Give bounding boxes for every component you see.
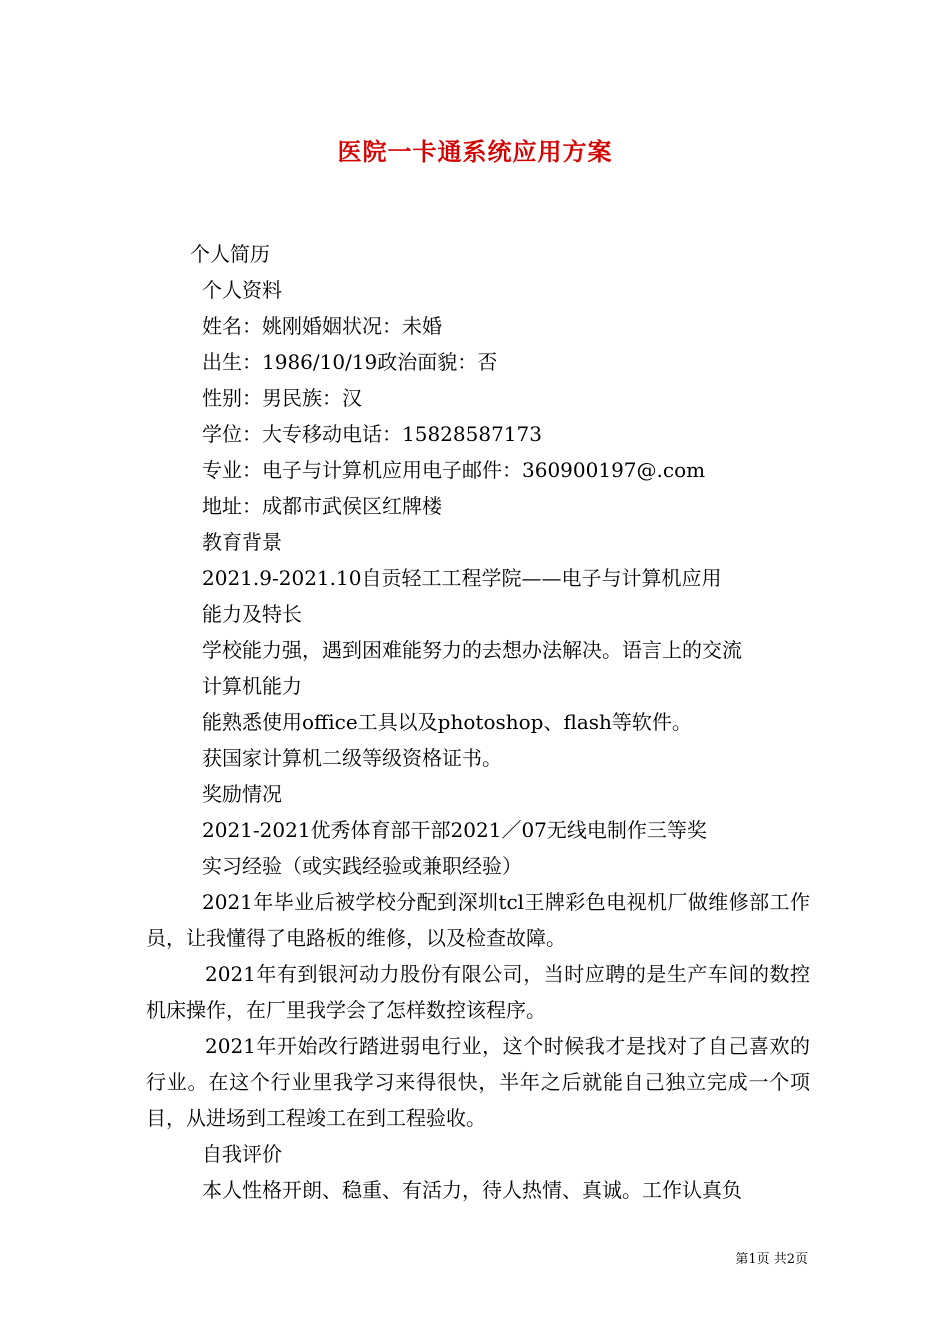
awards-detail: 2021-2021优秀体育部干部2021／07无线电制作三等奖 (202, 818, 707, 842)
education-heading: 教育背景 (202, 530, 282, 554)
experience-paragraph-3: 2021年开始改行踏进弱电行业，这个时候我才是找对了自己喜欢的行业。在这个行业里我学习来得很快，半年之后就能自己独立完成一个项目，从进场到工程竣工在到工程验收。 (146, 1034, 810, 1130)
document-title: 医院一卡通系统应用方案 (337, 137, 613, 166)
resume-heading: 个人简历 (190, 242, 270, 266)
gender-ethnicity-line: 性别：男民族：汉 (202, 386, 362, 410)
awards-heading: 奖励情况 (202, 782, 282, 806)
computer-heading: 计算机能力 (202, 674, 302, 698)
major-email-line: 专业：电子与计算机应用电子邮件：360900197@.com (202, 458, 706, 482)
computer-detail-2: 获国家计算机二级等级资格证书。 (202, 746, 502, 770)
personal-info-heading: 个人资料 (202, 278, 282, 302)
experience-paragraph-1: 2021年毕业后被学校分配到深圳tcl王牌彩色电视机厂做维修部工作员，让我懂得了电路板的维修，以及检查故障。 (146, 890, 810, 950)
skills-detail: 学校能力强，遇到困难能努力的去想办法解决。语言上的交流 (202, 638, 742, 662)
computer-detail-1: 能熟悉使用office工具以及photoshop、flash等软件。 (202, 710, 692, 734)
experience-heading: 实习经验（或实践经验或兼职经验） (202, 854, 522, 878)
degree-phone-line: 学位：大专移动电话：15828587173 (202, 422, 542, 446)
skills-heading: 能力及特长 (202, 602, 302, 626)
document-body (146, 236, 810, 1208)
page-footer: 第1页 共2页 (735, 1252, 808, 1267)
name-marital-line: 姓名：姚刚婚姻状况：未婚 (202, 314, 442, 338)
address-line: 地址：成都市武侯区红牌楼 (202, 494, 442, 518)
self-eval-heading: 自我评价 (202, 1142, 282, 1166)
self-eval-detail: 本人性格开朗、稳重、有活力，待人热情、真诚。工作认真负 (202, 1178, 742, 1202)
education-detail: 2021.9-2021.10自贡轻工工程学院——电子与计算机应用 (202, 566, 722, 590)
birth-politics-line: 出生：1986/10/19政治面貌：否 (202, 350, 498, 374)
experience-paragraph-2: 2021年有到银河动力股份有限公司，当时应聘的是生产车间的数控机床操作，在厂里我学会了怎样数控该程序。 (146, 962, 810, 1022)
